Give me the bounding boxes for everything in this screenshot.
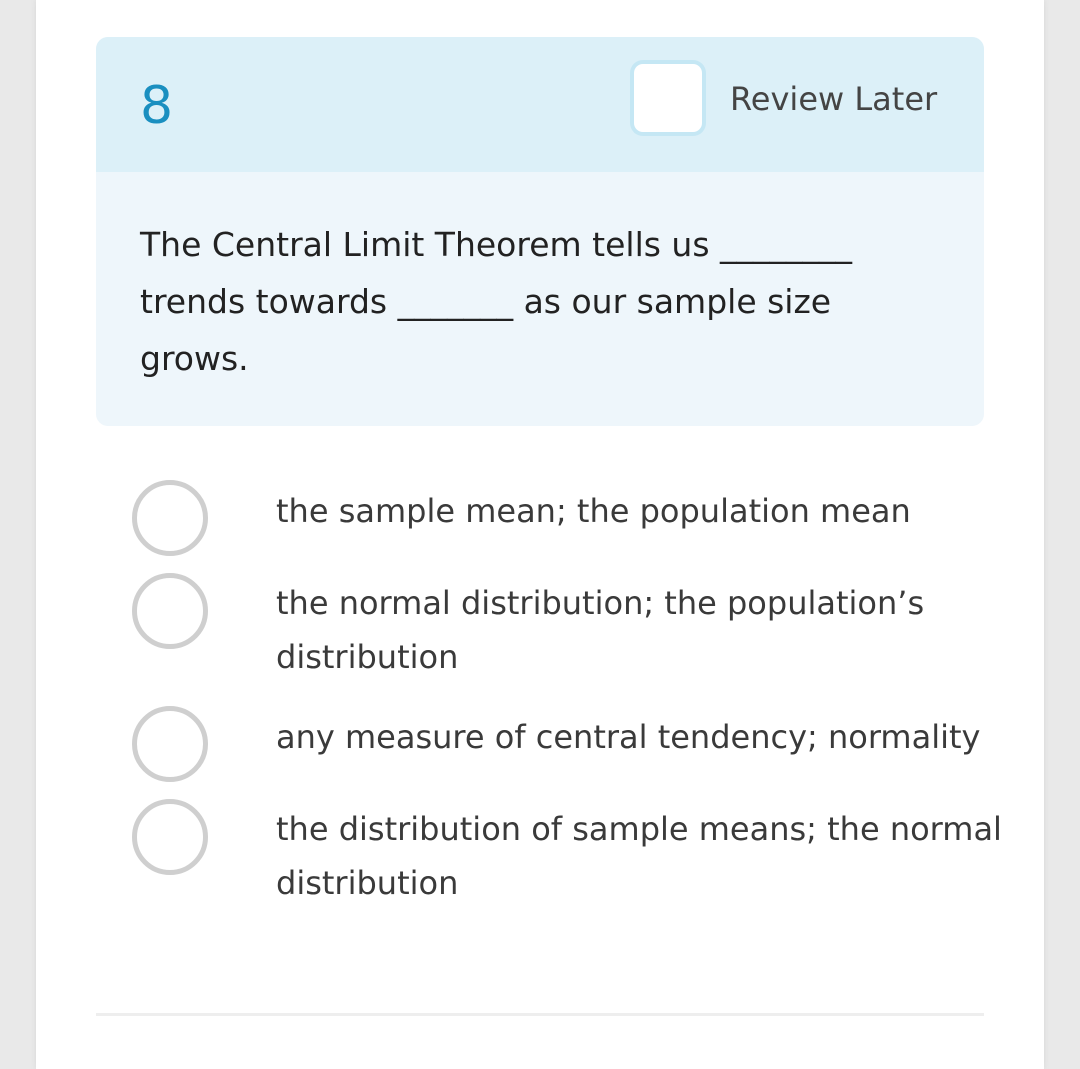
answer-option-label[interactable]: the distribution of sample means; the normal distribution [276, 810, 1002, 902]
review-later-label[interactable]: Review Later [730, 80, 938, 118]
answer-option-label[interactable]: the normal distribution; the population’s distribution [276, 584, 925, 676]
divider [96, 1013, 984, 1016]
radio-button[interactable] [132, 573, 208, 649]
answer-option-label[interactable]: any measure of central tendency; normality [276, 718, 981, 756]
question-number: 8 [140, 76, 174, 136]
question-card [96, 37, 984, 426]
radio-button[interactable] [132, 799, 208, 875]
question-header [96, 37, 984, 172]
question-text: The Central Limit Theorem tells us ________ trends towards _______ as our sample size grows. [140, 225, 853, 378]
radio-button[interactable] [132, 480, 208, 556]
radio-button[interactable] [132, 706, 208, 782]
quiz-page [36, 0, 1044, 1069]
review-later-checkbox[interactable] [634, 64, 702, 132]
answer-option-label[interactable]: the sample mean; the population mean [276, 492, 911, 530]
